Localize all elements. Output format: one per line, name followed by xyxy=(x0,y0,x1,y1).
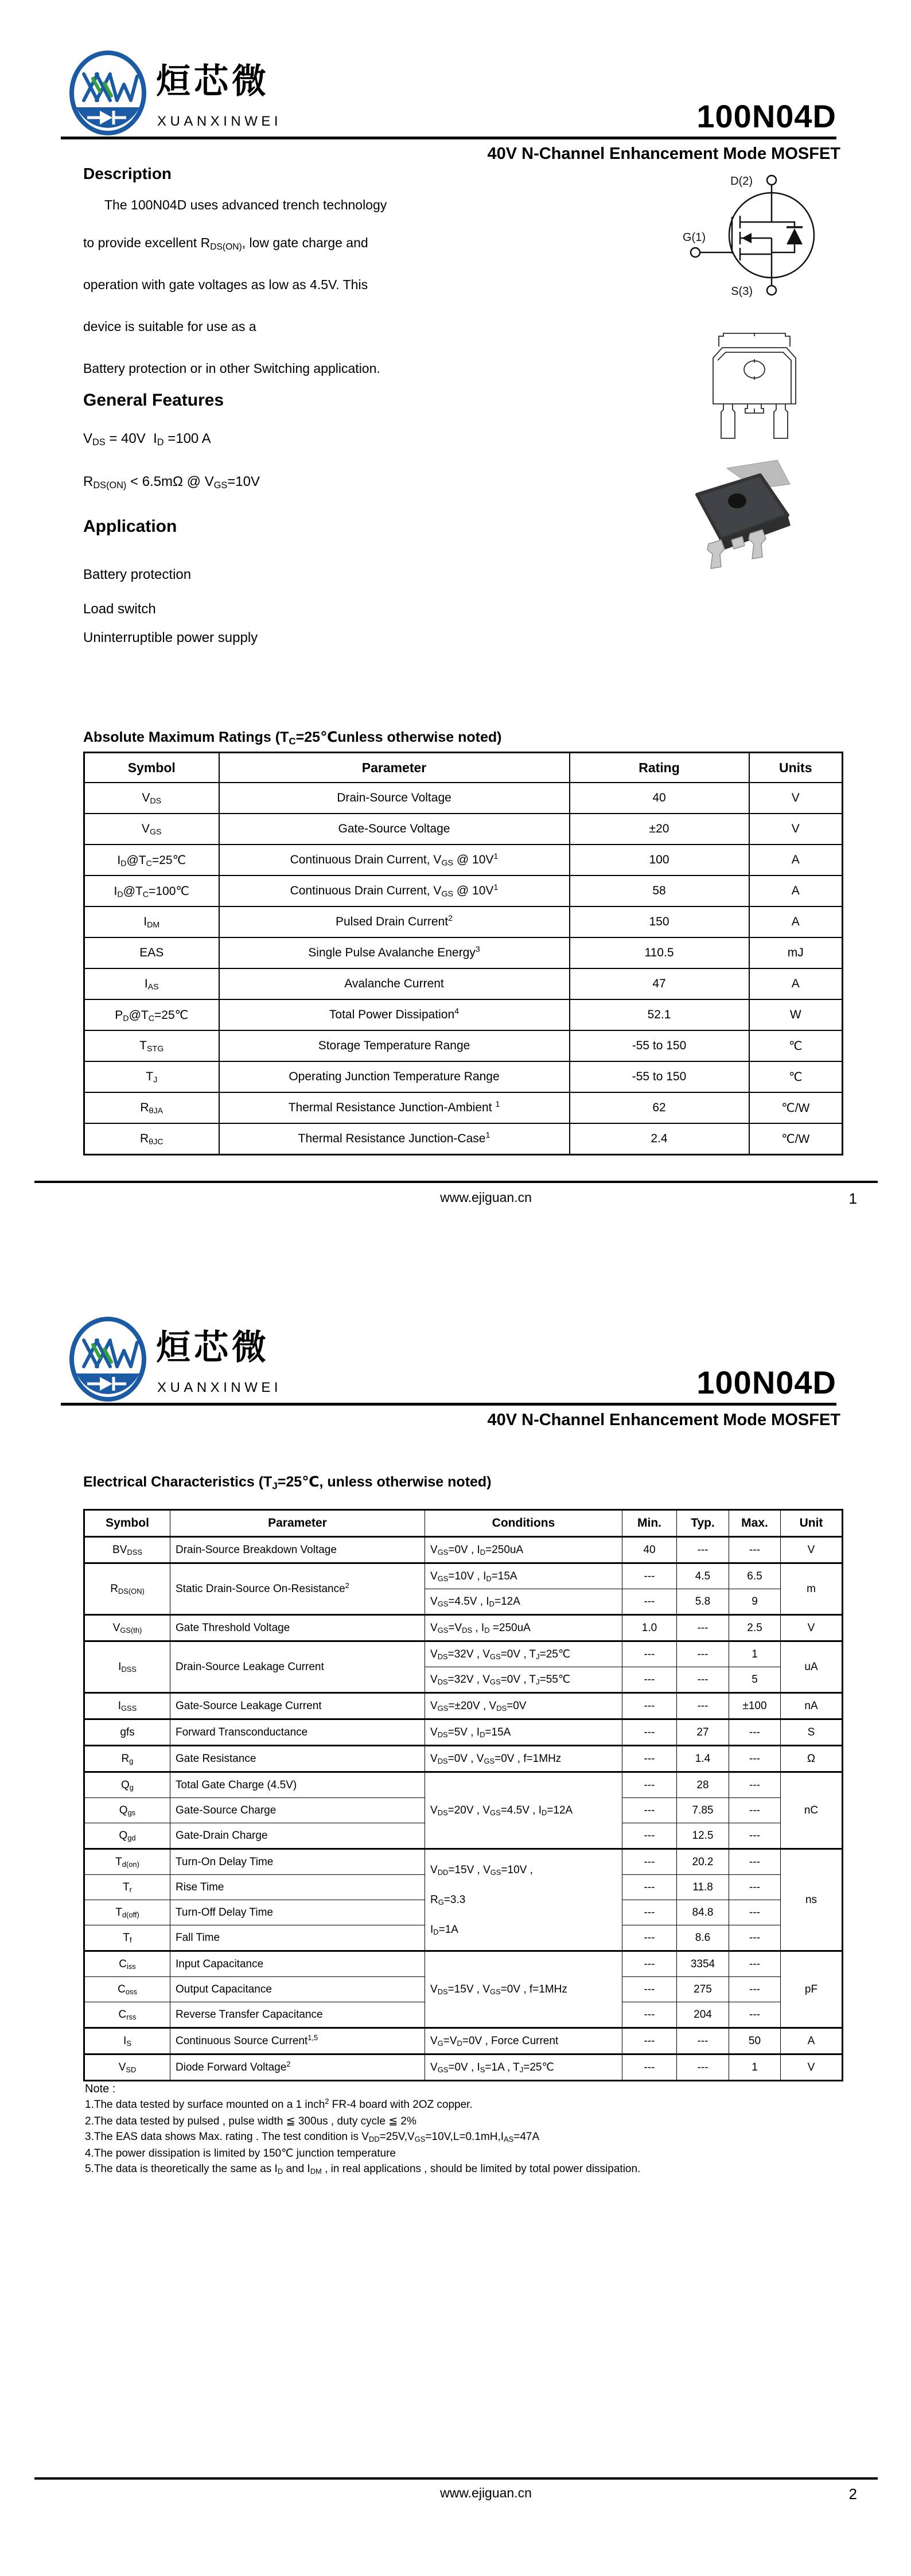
table-cell: A xyxy=(781,2028,843,2054)
table-cell: --- xyxy=(622,1563,677,1589)
table-cell: Gate-Source Leakage Current xyxy=(170,1693,425,1719)
package-3d-image xyxy=(691,459,792,571)
table-cell: Turn-Off Delay Time xyxy=(170,1900,425,1925)
abs-max-table xyxy=(83,752,843,1155)
table-cell: Thermal Resistance Junction-Case$^1$ xyxy=(219,1123,570,1155)
table-cell: 84.8 xyxy=(677,1900,729,1925)
table-cell: Reverse Transfer Capacitance xyxy=(170,2002,425,2028)
table-cell: m xyxy=(781,1563,843,1615)
elec-char-table xyxy=(83,1509,843,2081)
column-header: Parameter xyxy=(219,753,570,783)
table-cell: $C_{rss}$ xyxy=(84,2002,170,2028)
feature-line: $R_{DS(ON)} < 6.5m\Omega$ @ $V_{GS}=10V$ xyxy=(83,474,260,491)
table-cell: --- xyxy=(622,2028,677,2054)
table-row xyxy=(84,783,843,814)
elec-char-title: Electrical Characteristics ($T_J=25℃$, unless otherwise noted) xyxy=(83,1474,492,1492)
abs-max-title: Absolute Maximum Ratings ($T_C=25℃unless$ otherwise noted) xyxy=(83,729,502,747)
brand-name-cn: 烜芯微 xyxy=(156,62,270,100)
table-cell: --- xyxy=(729,1823,781,1849)
table-cell: Diode Forward Voltage$^2$ xyxy=(170,2054,425,2081)
table-cell: --- xyxy=(622,1693,677,1719)
table-row xyxy=(84,814,843,845)
brand-name-en: XUANXINWEI xyxy=(157,1380,282,1395)
table-cell: $R_g$ xyxy=(84,1746,170,1772)
brand-name-en: XUANXINWEI xyxy=(157,114,282,129)
header-rule xyxy=(61,137,836,139)
table-cell: --- xyxy=(729,1772,781,1798)
table-cell: ℃ xyxy=(749,1061,843,1092)
table-cell: $V_G=V_D=0V$ , Force Current xyxy=(425,2028,622,2054)
table-cell: --- xyxy=(677,1667,729,1693)
table-cell: Gate-Drain Charge xyxy=(170,1823,425,1849)
table-row xyxy=(84,2054,843,2081)
table-row xyxy=(84,2028,843,2054)
table-cell: --- xyxy=(677,2054,729,2081)
logo xyxy=(68,1316,148,1405)
table-cell: --- xyxy=(729,1746,781,1772)
table-cell: W xyxy=(749,999,843,1030)
table-cell: $R_{\theta JA}$ xyxy=(84,1092,219,1123)
table-cell: pF xyxy=(781,1951,843,2028)
table-cell: 110.5 xyxy=(570,937,749,968)
table-row xyxy=(84,845,843,875)
drain-label: D(2) xyxy=(730,175,753,188)
table-cell: $I_{DSS}$ xyxy=(84,1641,170,1693)
table-row xyxy=(84,1719,843,1746)
page-number: 2 xyxy=(848,2485,857,2503)
table-cell: Output Capacitance xyxy=(170,1977,425,2002)
part-number: 100N04D xyxy=(696,1364,836,1400)
table-cell: --- xyxy=(622,1875,677,1900)
table-row xyxy=(84,1563,843,1589)
table-cell: --- xyxy=(622,2054,677,2081)
doc-subtitle: 40V N-Channel Enhancement Mode MOSFET xyxy=(487,1411,840,1429)
table-cell: 50 xyxy=(729,2028,781,2054)
column-header: Min. xyxy=(622,1510,677,1537)
table-cell: Rise Time xyxy=(170,1875,425,1900)
table-cell: Continuous Source Current$^{1,5}$ xyxy=(170,2028,425,2054)
table-cell: $I_D@T_C=25℃$ xyxy=(84,845,219,875)
application-item: Battery protection xyxy=(83,567,192,582)
table-cell: 11.8 xyxy=(677,1875,729,1900)
table-cell: --- xyxy=(729,1875,781,1900)
table-cell: Operating Junction Temperature Range xyxy=(219,1061,570,1092)
description-line: to provide excellent $R_{DS(ON)}$, low gate charge and xyxy=(83,235,368,252)
table-cell: uA xyxy=(781,1641,843,1693)
description-line: Battery protection or in other Switching application. xyxy=(83,361,380,376)
table-cell: $I_{GSS}$ xyxy=(84,1693,170,1719)
note-line: 4.The power dissipation is limited by 150℃ junction temperature xyxy=(85,2147,396,2159)
table-cell: $V_{DS}=15V$ , $V_{GS}=0V$ , f=1MHz xyxy=(425,1951,622,2028)
table-cell: --- xyxy=(622,1589,677,1615)
table-cell: --- xyxy=(677,1693,729,1719)
table-cell: --- xyxy=(729,1719,781,1746)
column-header: Parameter xyxy=(170,1510,425,1537)
table-cell: --- xyxy=(622,2002,677,2028)
table-cell: A xyxy=(749,875,843,906)
table-cell: V xyxy=(781,1537,843,1563)
column-header: Units xyxy=(749,753,843,783)
table-cell: A xyxy=(749,845,843,875)
table-cell: Storage Temperature Range xyxy=(219,1030,570,1061)
table-cell: Pulsed Drain Current$^2$ xyxy=(219,906,570,937)
table-cell: Thermal Resistance Junction-Ambient $^1$ xyxy=(219,1092,570,1123)
footer-url: www.ejiguan.cn xyxy=(440,1190,532,1205)
table-row xyxy=(84,999,843,1030)
description-line: operation with gate voltages as low as 4.5V. This xyxy=(83,277,368,292)
table-cell: $R_{\theta JC}$ xyxy=(84,1123,219,1155)
table-cell: Forward Transconductance xyxy=(170,1719,425,1746)
column-header: Symbol xyxy=(84,753,219,783)
table-cell: $V_{DS}=5V$ , $I_D=15A$ xyxy=(425,1719,622,1746)
table-cell: $V_{DS}=0V$ , $V_{GS}=0V$ , f=1MHz xyxy=(425,1746,622,1772)
table-cell: ℃/W xyxy=(749,1123,843,1155)
table-row xyxy=(84,875,843,906)
footer-rule xyxy=(34,1181,878,1183)
table-cell: $T_J$ xyxy=(84,1061,219,1092)
table-cell: Turn-On Delay Time xyxy=(170,1849,425,1875)
table-cell: --- xyxy=(729,1951,781,1977)
note-line: 1.The data tested by surface mounted on a 1 inch$^2$ FR-4 board with 2OZ copper. xyxy=(85,2096,473,2111)
table-cell: --- xyxy=(622,1719,677,1746)
table-cell: 27 xyxy=(677,1719,729,1746)
table-row xyxy=(84,1061,843,1092)
table-cell: 100 xyxy=(570,845,749,875)
table-cell: Ω xyxy=(781,1746,843,1772)
table-cell: $I_S$ xyxy=(84,2028,170,2054)
table-cell: $T_r$ xyxy=(84,1875,170,1900)
table-cell: $Q_g$ xyxy=(84,1772,170,1798)
table-cell: S xyxy=(781,1719,843,1746)
description-heading: Description xyxy=(83,165,172,182)
note-line: 2.The data tested by pulsed , pulse width ≦ 300us , duty cycle ≦ 2% xyxy=(85,2115,416,2127)
table-cell: Drain-Source Leakage Current xyxy=(170,1641,425,1693)
table-cell: 150 xyxy=(570,906,749,937)
table-cell: --- xyxy=(622,1772,677,1798)
table-cell: --- xyxy=(622,1925,677,1951)
table-cell: Avalanche Current xyxy=(219,968,570,999)
table-row xyxy=(84,1849,843,1875)
table-cell: 28 xyxy=(677,1772,729,1798)
table-cell: --- xyxy=(729,1977,781,2002)
features-heading: General Features xyxy=(83,391,224,410)
table-cell: 275 xyxy=(677,1977,729,2002)
table-cell: Input Capacitance xyxy=(170,1951,425,1977)
table-cell: $V_{DS}=20V$ , $V_{GS}=4.5V$ , $I_D=12A$ xyxy=(425,1772,622,1849)
table-cell: ℃/W xyxy=(749,1092,843,1123)
table-cell: 12.5 xyxy=(677,1823,729,1849)
table-row xyxy=(84,968,843,999)
part-number: 100N04D xyxy=(696,98,836,134)
table-cell: 1.4 xyxy=(677,1746,729,1772)
column-header: Rating xyxy=(570,753,749,783)
column-header: Symbol xyxy=(84,1510,170,1537)
description-line: device is suitable for use as a xyxy=(83,319,256,334)
table-row xyxy=(84,1030,843,1061)
feature-line: $V_{DS} = 40V$ $I_D =100$ A xyxy=(83,431,211,448)
note-line: 5.The data is theoretically the same as $I_D$ and $I_{DM}$ , in real applications , should be limited by total power dissipation. xyxy=(85,2163,641,2176)
table-cell: Gate Resistance xyxy=(170,1746,425,1772)
table-header-row xyxy=(84,753,843,783)
table-cell: 6.5 xyxy=(729,1563,781,1589)
logo xyxy=(68,50,148,139)
table-row xyxy=(84,1772,843,1798)
table-cell: --- xyxy=(729,1849,781,1875)
table-cell: $I_D@T_C=100℃$ xyxy=(84,875,219,906)
table-cell: Fall Time xyxy=(170,1925,425,1951)
table-cell: $V_{GS}=4.5V$ , $I_D=12A$ xyxy=(425,1589,622,1615)
table-cell: --- xyxy=(622,1849,677,1875)
logo-mark-icon xyxy=(68,50,148,136)
table-cell: 204 xyxy=(677,2002,729,2028)
table-cell: nC xyxy=(781,1772,843,1849)
table-cell: V xyxy=(749,814,843,845)
gate-label: G(1) xyxy=(683,231,706,244)
table-cell: 20.2 xyxy=(677,1849,729,1875)
table-cell: $P_D@T_C=25℃$ xyxy=(84,999,219,1030)
table-cell: $BV_{DSS}$ xyxy=(84,1537,170,1563)
table-row xyxy=(84,1951,843,1977)
column-header: Typ. xyxy=(677,1510,729,1537)
table-cell: A xyxy=(749,906,843,937)
table-cell: --- xyxy=(677,2028,729,2054)
table-row xyxy=(84,1092,843,1123)
notes-heading: Note : xyxy=(85,2083,116,2095)
table-cell: 5 xyxy=(729,1667,781,1693)
table-cell: --- xyxy=(729,2002,781,2028)
table-row xyxy=(84,937,843,968)
table-cell: --- xyxy=(677,1537,729,1563)
table-cell: $V_{GS}=0V$ , $I_S=1A$ , $T_J=25℃$ xyxy=(425,2054,622,2081)
table-cell: 40 xyxy=(622,1537,677,1563)
description-line: The 100N04D uses advanced trench technology xyxy=(104,197,387,212)
footer-rule xyxy=(34,2477,878,2480)
table-cell: --- xyxy=(622,1667,677,1693)
table-cell: 1.0 xyxy=(622,1615,677,1641)
table-row xyxy=(84,1123,843,1155)
table-cell: --- xyxy=(729,1925,781,1951)
table-cell: -55 to 150 xyxy=(570,1061,749,1092)
table-cell: Gate-Source Voltage xyxy=(219,814,570,845)
table-cell: 52.1 xyxy=(570,999,749,1030)
table-cell: Total Power Dissipation$^4$ xyxy=(219,999,570,1030)
header-rule xyxy=(61,1403,836,1406)
table-cell: --- xyxy=(622,1798,677,1823)
application-item: Load switch xyxy=(83,601,156,617)
table-row xyxy=(84,906,843,937)
table-cell: --- xyxy=(677,1641,729,1667)
table-cell: Drain-Source Breakdown Voltage xyxy=(170,1537,425,1563)
table-cell: Continuous Drain Current, $V_{GS}$ @ $10V^1$ xyxy=(219,875,570,906)
application-heading: Application xyxy=(83,517,177,536)
table-cell: $V_{GS}=V_{DS}$ , $I_D =250uA$ xyxy=(425,1615,622,1641)
table-cell: ±20 xyxy=(570,814,749,845)
table-cell: $V_{GS}=0V$ , $I_D=250uA$ xyxy=(425,1537,622,1563)
table-cell: $V_{DS}$ xyxy=(84,783,219,814)
table-cell: $T_{d(off)}$ xyxy=(84,1900,170,1925)
table-cell: $V_{SD}$ xyxy=(84,2054,170,2081)
table-cell: 7.85 xyxy=(677,1798,729,1823)
column-header: Conditions xyxy=(425,1510,622,1537)
table-cell: $Q_{gs}$ xyxy=(84,1798,170,1823)
table-cell: Single Pulse Avalanche Energy$^3$ xyxy=(219,937,570,968)
note-line: 3.The EAS data shows Max. rating . The test condition is $V_{DD}=25V,V_{GS}=10V,L=0.1mH,I_{AS}=47A$ xyxy=(85,2131,540,2144)
table-cell: --- xyxy=(622,1746,677,1772)
column-header: Max. xyxy=(729,1510,781,1537)
table-cell: V xyxy=(781,1615,843,1641)
table-cell: --- xyxy=(622,1951,677,1977)
table-cell: $I_{DM}$ xyxy=(84,906,219,937)
doc-subtitle: 40V N-Channel Enhancement Mode MOSFET xyxy=(487,145,840,163)
table-cell: ns xyxy=(781,1849,843,1951)
table-cell: ±100 xyxy=(729,1693,781,1719)
mosfet-symbol-diagram xyxy=(677,168,843,299)
table-cell: $V_{DS}=32V$ , $V_{GS}=0V$ , $T_J=25℃$ xyxy=(425,1641,622,1667)
table-cell: --- xyxy=(677,1615,729,1641)
table-cell: 2.5 xyxy=(729,1615,781,1641)
table-cell: $T_{d(on)}$ xyxy=(84,1849,170,1875)
table-cell: 9 xyxy=(729,1589,781,1615)
table-row xyxy=(84,1615,843,1641)
table-cell: $V_{GS}$ xyxy=(84,814,219,845)
table-cell: Total Gate Charge (4.5V) xyxy=(170,1772,425,1798)
source-label: S(3) xyxy=(731,285,753,298)
table-cell: --- xyxy=(729,1798,781,1823)
table-cell: Gate Threshold Voltage xyxy=(170,1615,425,1641)
table-cell: 40 xyxy=(570,783,749,814)
table-cell: $Q_{gd}$ xyxy=(84,1823,170,1849)
table-cell: gfs xyxy=(84,1719,170,1746)
table-cell: V xyxy=(781,2054,843,2081)
package-outline-drawing xyxy=(708,332,800,441)
table-cell: Continuous Drain Current, $V_{GS}$ @ $10V^1$ xyxy=(219,845,570,875)
logo-mark-icon xyxy=(68,1316,148,1402)
table-cell: 4.5 xyxy=(677,1563,729,1589)
table-cell: Drain-Source Voltage xyxy=(219,783,570,814)
table-cell: -55 to 150 xyxy=(570,1030,749,1061)
table-cell: 1 xyxy=(729,2054,781,2081)
table-cell: $T_f$ xyxy=(84,1925,170,1951)
application-item: Uninterruptible power supply xyxy=(83,630,258,645)
table-cell: $V_{DS}=32V$ , $V_{GS}=0V$ , $T_J=55℃$ xyxy=(425,1667,622,1693)
table-cell: $V_{GS(th)}$ xyxy=(84,1615,170,1641)
table-row xyxy=(84,1641,843,1667)
table-cell: $R_{DS(ON)}$ xyxy=(84,1563,170,1615)
table-cell: Gate-Source Charge xyxy=(170,1798,425,1823)
table-cell: 47 xyxy=(570,968,749,999)
table-row xyxy=(84,1746,843,1772)
table-cell: $T_{STG}$ xyxy=(84,1030,219,1061)
footer-url: www.ejiguan.cn xyxy=(440,2485,532,2500)
table-row xyxy=(84,1693,843,1719)
table-cell: $C_{oss}$ xyxy=(84,1977,170,2002)
table-header-row xyxy=(84,1510,843,1537)
table-cell: 2.4 xyxy=(570,1123,749,1155)
table-cell: --- xyxy=(622,1977,677,2002)
table-cell: 62 xyxy=(570,1092,749,1123)
table-cell: Static Drain-Source On-Resistance$^2$ xyxy=(170,1563,425,1615)
table-cell: $C_{iss}$ xyxy=(84,1951,170,1977)
table-cell: 3354 xyxy=(677,1951,729,1977)
table-cell: mJ xyxy=(749,937,843,968)
table-cell: A xyxy=(749,968,843,999)
table-cell: $V_{DD}=15V$ , $V_{GS}=10V$ , $R_G=3.3$ $I_D=1A$ xyxy=(425,1849,622,1951)
table-cell: $V_{GS}=10V$ , $I_D=15A$ xyxy=(425,1563,622,1589)
table-cell: nA xyxy=(781,1693,843,1719)
table-row xyxy=(84,1537,843,1563)
table-cell: 5.8 xyxy=(677,1589,729,1615)
table-cell: ℃ xyxy=(749,1030,843,1061)
table-cell: $V_{GS}=\pm 20V$ , $V_{DS}=0V$ xyxy=(425,1693,622,1719)
table-cell: V xyxy=(749,783,843,814)
table-cell: --- xyxy=(729,1537,781,1563)
table-cell: 58 xyxy=(570,875,749,906)
table-cell: --- xyxy=(622,1900,677,1925)
table-cell: 1 xyxy=(729,1641,781,1667)
column-header: Unit xyxy=(781,1510,843,1537)
table-cell: --- xyxy=(622,1823,677,1849)
table-cell: EAS xyxy=(84,937,219,968)
page-number: 1 xyxy=(848,1190,857,1207)
table-cell: --- xyxy=(622,1641,677,1667)
brand-name-cn: 烜芯微 xyxy=(156,1328,270,1367)
table-cell: $I_{AS}$ xyxy=(84,968,219,999)
table-cell: --- xyxy=(729,1900,781,1925)
table-cell: 8.6 xyxy=(677,1925,729,1951)
